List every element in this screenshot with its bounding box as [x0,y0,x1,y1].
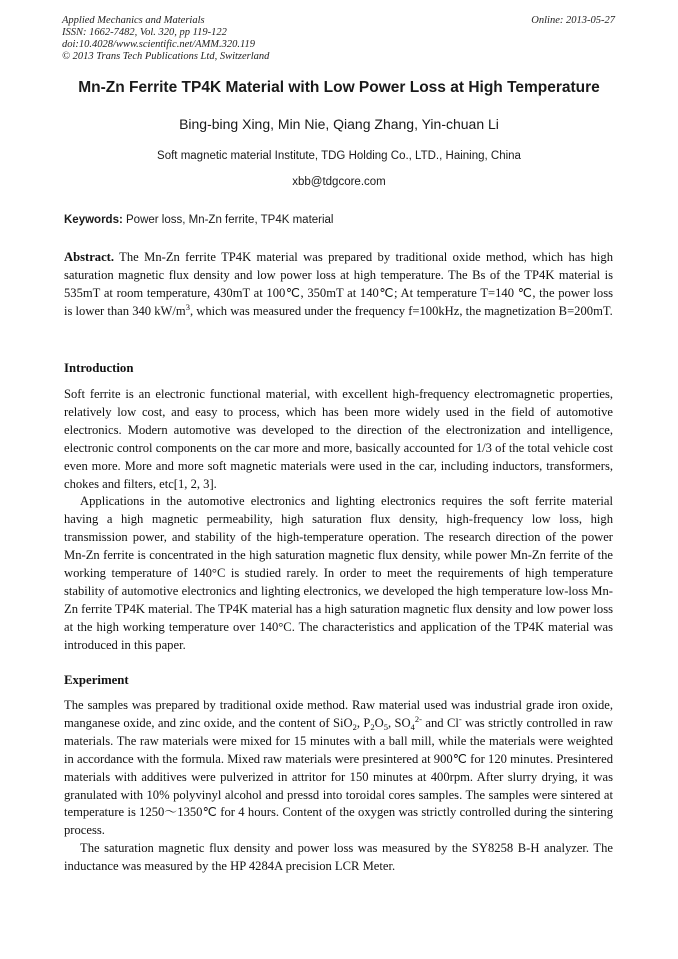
online-date: Online: 2013-05-27 [531,15,615,26]
keywords-text: Power loss, Mn-Zn ferrite, TP4K material [126,214,334,226]
experiment-sup-2: - [458,713,462,724]
introduction-heading: Introduction [64,361,134,375]
abstract-sup: 3 [185,301,190,312]
experiment-text-d: , SO [388,715,411,730]
experiment-paragraph-2: The saturation magnetic flux density and power loss was measured by the SY8258 B-H analyzer. The inductance was measured by the HP 4284A precision LCR Meter. [64,841,613,874]
affiliation: Soft magnetic material Institute, TDG Holding Co., LTD., Haining, China [157,150,521,162]
journal-doi: doi:10.4028/www.scientific.net/AMM.320.119 [62,39,255,50]
experiment-heading: Experiment [64,673,129,687]
abstract-text-2: , which was measured under the frequency f=100kHz, the magnetization B=200mT. [189,303,613,318]
abstract [64,249,613,321]
experiment-body [64,697,613,876]
journal-info [62,15,269,63]
abstract-text-1: The Mn-Zn ferrite TP4K material was prepared by traditional oxide method, which has high saturation magnetic flux density and low power loss at high temperature. The Bs of the TP4K material is 535mT at room temperature, 430mT at 100℃, 350mT at 140℃; At temperature T=140 ℃, the power loss is lower than 340 kW/m [64,250,614,318]
experiment-sub-3: 5 [383,721,389,732]
journal-issn: ISSN: 1662-7482, Vol. 320, pp 119-122 [62,27,227,38]
experiment-sub-2: 2 [370,721,375,732]
experiment-text-c: O [374,715,384,730]
experiment-text-a: The samples was prepared by traditional oxide method. Raw material used was industrial grade iron oxide, manganese oxide, and zinc oxide, and the content of SiO [64,698,613,730]
abstract-label: Abstract. [64,250,115,264]
experiment-paragraph-1 [64,697,613,840]
experiment-sup-1: 2- [414,713,422,724]
experiment-text-e: and Cl [422,715,459,730]
introduction-paragraph-1: Soft ferrite is an electronic functional material, with excellent high-frequency electromagnetic properties, relatively low cost, and easy to process, which has been more widely used in the field of automotive electronics. Modern automotive was developed to the direction of the electronization and intelligence, electronic control components on the car more and more, basically accounted for 1/3 of the total vehicle cost even more. More and more soft magnetic materials were used in the car, including inductors, transformers, chokes and filters, etc[1, 2, 3]. [64,387,613,491]
author-email: xbb@tdgcore.com [292,176,386,188]
authors: Bing-bing Xing, Min Nie, Qiang Zhang, Yin-chuan Li [179,116,499,132]
paper-title: Mn-Zn Ferrite TP4K Material with Low Power Loss at High Temperature [78,79,600,96]
journal-copyright: © 2013 Trans Tech Publications Ltd, Switzerland [62,51,270,62]
experiment-text-f: was strictly controlled in raw materials. The raw materials were mixed for 15 minutes with a ball mill, while the materials were weighted in accordance with the formula. Mixed raw materials were presintered at 900℃ for 120 minutes. Presintered materials with additives were pulverized in attritor for 150 minutes at 400rpm. After slurry drying, it was granulated with 10% polyvinyl alcohol and pressd into toroidal cores samples. The samples were sintered at temperature is 1250～1350℃ for 4 hours. Content of the oxygen was strictly controlled during the sintering process. [64,715,613,838]
journal-name: Applied Mechanics and Materials [62,15,205,26]
experiment-sub-4: 4 [410,721,415,732]
keywords [64,214,334,226]
introduction-body [64,386,613,655]
keywords-label: Keywords: [64,214,123,226]
introduction-paragraph-2: Applications in the automotive electronics and lighting electronics requires the soft ferrite material having a high magnetic permeability, high saturation flux density, high-frequency low loss, high transmission power, and stability of the high-temperature operation. The research direction of the power Mn-Zn ferrite is concentrated in the high saturation magnetic flux density, while power Mn-Zn ferrite of the working temperature of 140°C is studied rarely. In order to meet the requirements of high temperature stability of automotive electronics and lighting electronics, we developed the high temperature low-loss Mn-Zn ferrite TP4K material. The TP4K material has a high saturation magnetic flux density and low power loss at the high working temperature over 140°C. The characteristics and application of the TP4K material was introduced in this paper. [64,494,613,652]
experiment-text-b: , P [356,715,371,730]
experiment-sub-1: 2 [352,721,357,732]
